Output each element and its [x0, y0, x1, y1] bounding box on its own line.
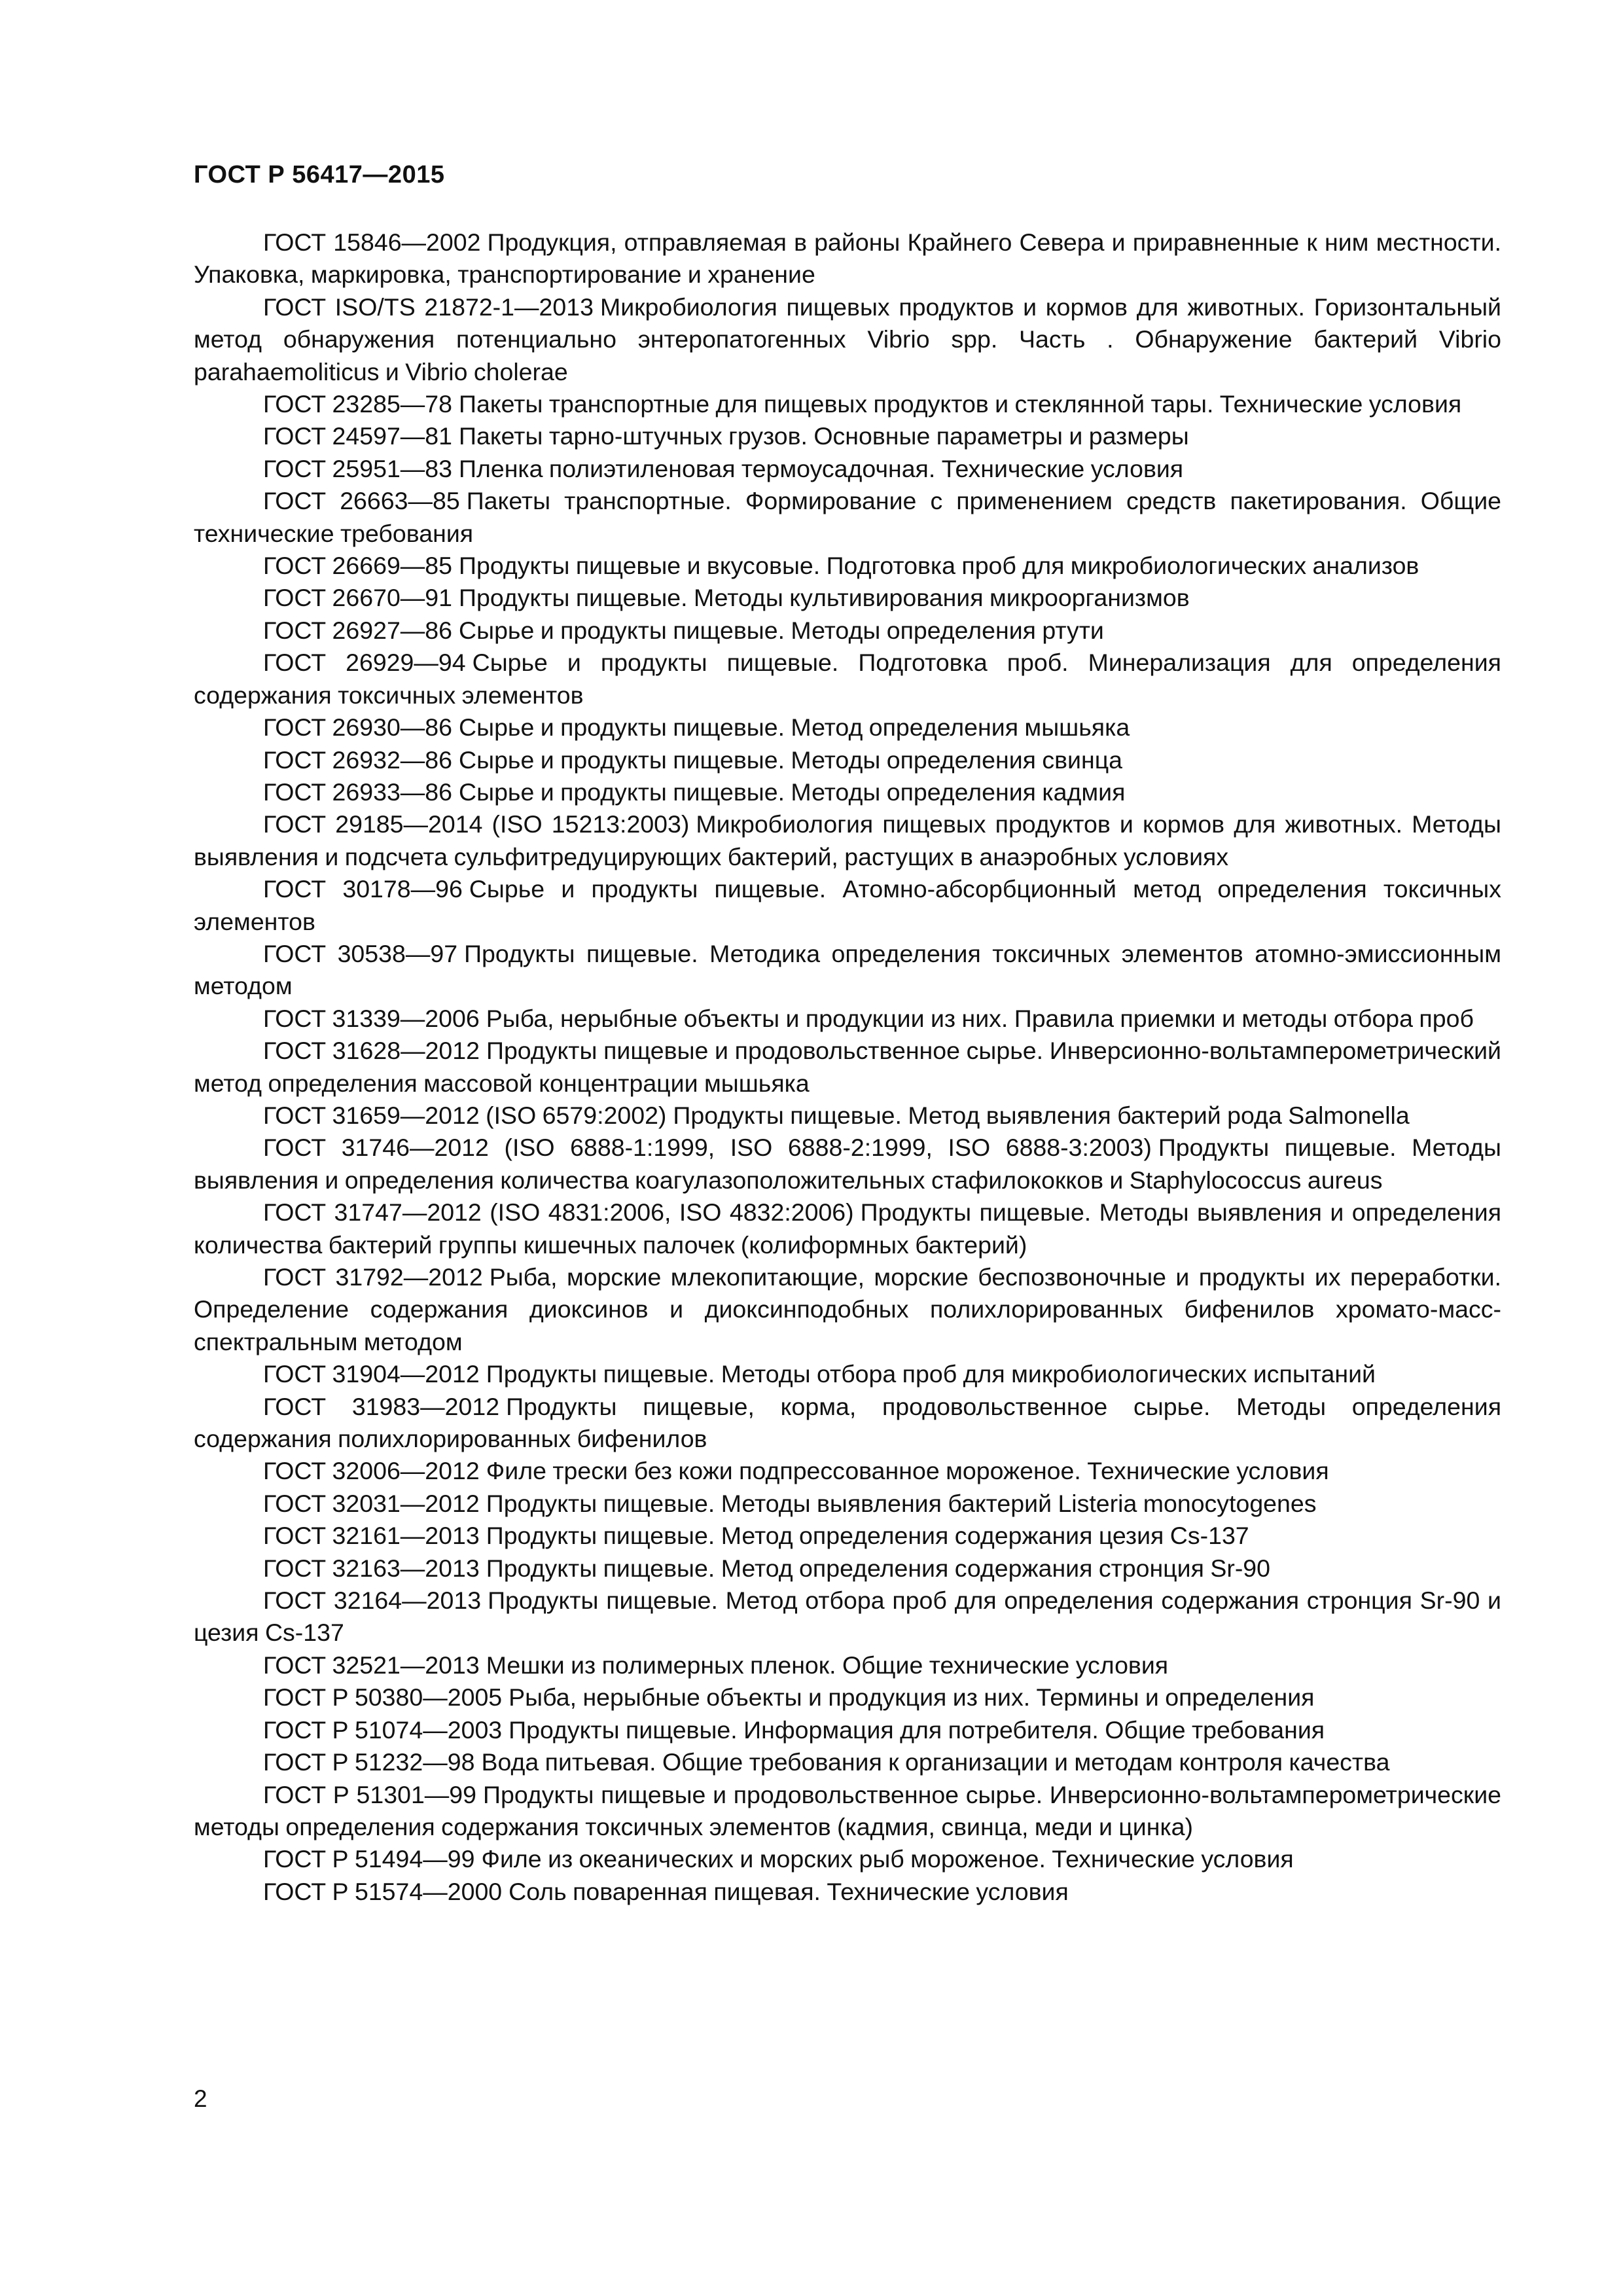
reference-title: Пакеты транспортные. Формирование с применением средств пакетирования. Общие технические требования: [194, 487, 1501, 547]
reference-entry: [194, 1843, 1501, 1875]
reference-entry: [194, 938, 1501, 1003]
reference-code: ГОСТ 32031—2012: [263, 1489, 480, 1517]
reference-title: Сырье и продукты пищевые. Методы определения ртути: [459, 616, 1104, 644]
reference-code: ГОСТ Р 51494—99: [263, 1845, 475, 1873]
normative-references-list: [194, 226, 1501, 1908]
reference-code: ГОСТ 30538—97: [263, 939, 458, 967]
page-number: 2: [194, 2085, 207, 2112]
reference-code: ГОСТ Р 50380—2005: [263, 1683, 503, 1712]
reference-code: ГОСТ Р 51301—99: [263, 1780, 477, 1808]
reference-code: ГОСТ 31904—2012: [263, 1360, 480, 1388]
reference-entry: [194, 1132, 1501, 1196]
reference-title: Мешки из полимерных пленок. Общие технические условия: [486, 1651, 1169, 1679]
reference-title: Микробиология пищевых продуктов и кормов для животных. Горизонтальный метод обнаружения потенциально энтеропатогенных Vibrio spp. Часть . Обнаружение бактерий Vibrio parahaemoliticus и Vibrio cholerae: [194, 293, 1501, 386]
reference-title: Пакеты тарно-штучных грузов. Основные параметры и размеры: [459, 422, 1189, 450]
reference-entry: [194, 1681, 1501, 1713]
reference-title: Рыба, нерыбные объекты и продукция из них. Термины и определения: [508, 1683, 1315, 1712]
reference-title: Пленка полиэтиленовая термоусадочная. Технические условия: [459, 454, 1184, 482]
reference-title: Продукты пищевые. Методы выявления и определения количества бактерий группы кишечных палочек (колиформных бактерий): [194, 1198, 1502, 1259]
reference-code: ГОСТ 15846—2002: [263, 228, 481, 256]
reference-entry: [194, 420, 1501, 452]
reference-code: ГОСТ ISO/TS 21872-1—2013: [263, 293, 594, 321]
reference-code: ГОСТ 31339—2006: [263, 1004, 480, 1032]
reference-code: ГОСТ 26927—86: [263, 616, 453, 644]
reference-title: Сырье и продукты пищевые. Подготовка проб. Минерализация для определения содержания токсичных элементов: [194, 649, 1501, 709]
reference-entry: [194, 1714, 1501, 1746]
reference-code: ГОСТ 23285—78: [263, 390, 453, 418]
reference-code: ГОСТ Р 51074—2003: [263, 1715, 503, 1744]
reference-code: ГОСТ 24597—81: [263, 422, 453, 450]
reference-entry: [194, 1196, 1501, 1261]
reference-entry: [194, 388, 1501, 420]
reference-code: ГОСТ 31659—2012 (ISO 6579:2002): [263, 1101, 667, 1129]
reference-code: ГОСТ 29185—2014 (ISO 15213:2003): [263, 810, 690, 838]
reference-title: Продукты пищевые. Методы отбора проб для микробиологических испытаний: [486, 1360, 1376, 1388]
reference-code: ГОСТ 26669—85: [263, 552, 453, 580]
reference-title: Соль поваренная пищевая. Технические условия: [508, 1877, 1069, 1905]
reference-title: Продукты пищевые. Метод выявления бактерий рода Salmonella: [673, 1101, 1410, 1129]
reference-entry: [194, 1100, 1501, 1132]
reference-title: Продукты пищевые. Методы выявления бактерий Listeria monocytogenes: [486, 1489, 1317, 1517]
reference-code: ГОСТ 26933—86: [263, 778, 453, 806]
reference-entry: [194, 485, 1501, 550]
reference-code: ГОСТ 32006—2012: [263, 1457, 480, 1485]
reference-code: ГОСТ 26930—86: [263, 713, 453, 742]
reference-code: ГОСТ 31983—2012: [263, 1392, 500, 1420]
reference-entry: [194, 615, 1501, 647]
reference-entry: [194, 808, 1501, 873]
reference-title: Продукты пищевые. Информация для потребителя. Общие требования: [508, 1715, 1325, 1744]
reference-title: Рыба, морские млекопитающие, морские беспозвоночные и продукты их переработки. Определение содержания диоксинов и диоксинподобных полихлорированных бифенилов хромато-масс-спектральным методом: [194, 1263, 1502, 1355]
reference-code: ГОСТ 30178—96: [263, 875, 463, 903]
reference-title: Филе из океанических и морских рыб мороженое. Технические условия: [481, 1845, 1294, 1873]
reference-code: ГОСТ 32161—2013: [263, 1522, 480, 1550]
reference-code: ГОСТ 26663—85: [263, 487, 460, 515]
reference-title: Вода питьевая. Общие требования к организации и методам контроля качества: [481, 1748, 1390, 1776]
reference-entry: [194, 226, 1501, 291]
reference-entry: [194, 1455, 1501, 1487]
reference-entry: [194, 1649, 1501, 1681]
reference-code: ГОСТ 26932—86: [263, 745, 453, 774]
reference-entry: [194, 711, 1501, 744]
reference-entry: [194, 582, 1501, 614]
reference-code: ГОСТ 32163—2013: [263, 1554, 480, 1582]
reference-code: ГОСТ 26929—94: [263, 649, 466, 677]
reference-title: Продукты пищевые и вкусовые. Подготовка проб для микробиологических анализов: [459, 552, 1419, 580]
reference-entry: [194, 1488, 1501, 1520]
reference-code: ГОСТ 25951—83: [263, 454, 453, 482]
reference-title: Продукты пищевые. Методика определения токсичных элементов атомно-эмиссионным методом: [194, 939, 1501, 1000]
reference-entry: [194, 1779, 1501, 1844]
reference-title: Продукты пищевые. Методы культивирования микроорганизмов: [459, 584, 1190, 612]
reference-title: Сырье и продукты пищевые. Методы определения свинца: [459, 745, 1123, 774]
reference-code: ГОСТ 32521—2013: [263, 1651, 480, 1679]
reference-code: ГОСТ 31746—2012 (ISO 6888-1:1999, ISO 6888-2:1999, ISO 6888-3:2003): [263, 1134, 1152, 1162]
reference-entry: [194, 1391, 1501, 1456]
reference-entry: [194, 1520, 1501, 1552]
reference-code: ГОСТ 32164—2013: [263, 1587, 482, 1615]
reference-entry: [194, 1358, 1501, 1390]
reference-title: Сырье и продукты пищевые. Метод определения мышьяка: [459, 713, 1130, 742]
reference-entry: [194, 776, 1501, 808]
reference-code: ГОСТ 31747—2012 (ISO 4831:2006, ISO 4832:2006): [263, 1198, 854, 1227]
reference-code: ГОСТ 31792—2012: [263, 1263, 483, 1291]
reference-code: ГОСТ 31628—2012: [263, 1037, 480, 1065]
reference-entry: [194, 647, 1501, 711]
reference-title: Продукция, отправляемая в районы Крайнего Севера и приравненные к ним местности. Упаковка, маркировка, транспортирование и хранение: [194, 228, 1501, 289]
reference-entry: [194, 873, 1501, 938]
reference-title: Продукты пищевые, корма, продовольственное сырье. Методы определения содержания полихлорированных бифенилов: [194, 1392, 1501, 1453]
reference-entry: [194, 1585, 1501, 1649]
reference-title: Продукты пищевые. Методы выявления и определения количества коагулазоположительных стафилококков и Staphylococcus aureus: [194, 1134, 1501, 1194]
reference-title: Продукты пищевые и продовольственное сырье. Инверсионно-вольтамперометрический метод определения массовой концентрации мышьяка: [194, 1037, 1501, 1097]
reference-entry: [194, 1552, 1501, 1585]
reference-entry: [194, 1876, 1501, 1908]
reference-title: Пакеты транспортные для пищевых продуктов и стеклянной тары. Технические условия: [459, 390, 1462, 418]
reference-title: Продукты пищевые. Метод отбора проб для определения содержания стронция Sr-90 и цезия Cs-137: [194, 1587, 1501, 1647]
reference-entry: [194, 1261, 1501, 1358]
reference-code: ГОСТ 26670—91: [263, 584, 453, 612]
reference-title: Микробиология пищевых продуктов и кормов для животных. Методы выявления и подсчета сульфитредуцирующих бактерий, растущих в анаэробных условиях: [194, 810, 1501, 870]
reference-title: Сырье и продукты пищевые. Атомно-абсорбционный метод определения токсичных элементов: [194, 875, 1501, 935]
reference-title: Продукты пищевые и продовольственное сырье. Инверсионно-вольтамперометрические методы определения содержания токсичных элементов (кадмия, свинца, меди и цинка): [194, 1780, 1502, 1840]
document-code-header: ГОСТ Р 56417—2015: [194, 161, 445, 188]
reference-title: Продукты пищевые. Метод определения содержания цезия Cs-137: [486, 1522, 1249, 1550]
reference-entry: [194, 1746, 1501, 1778]
reference-entry: [194, 1003, 1501, 1035]
reference-code: ГОСТ Р 51574—2000: [263, 1877, 503, 1905]
reference-entry: [194, 550, 1501, 582]
reference-title: Филе трески без кожи подпрессованное мороженое. Технические условия: [486, 1457, 1329, 1485]
reference-title: Сырье и продукты пищевые. Методы определения кадмия: [459, 778, 1126, 806]
reference-title: Продукты пищевые. Метод определения содержания стронция Sr-90: [486, 1554, 1271, 1582]
reference-title: Рыба, нерыбные объекты и продукции из них. Правила приемки и методы отбора проб: [486, 1004, 1474, 1032]
reference-code: ГОСТ Р 51232—98: [263, 1748, 475, 1776]
reference-entry: [194, 453, 1501, 485]
reference-entry: [194, 291, 1501, 388]
reference-entry: [194, 1035, 1501, 1100]
reference-entry: [194, 744, 1501, 776]
